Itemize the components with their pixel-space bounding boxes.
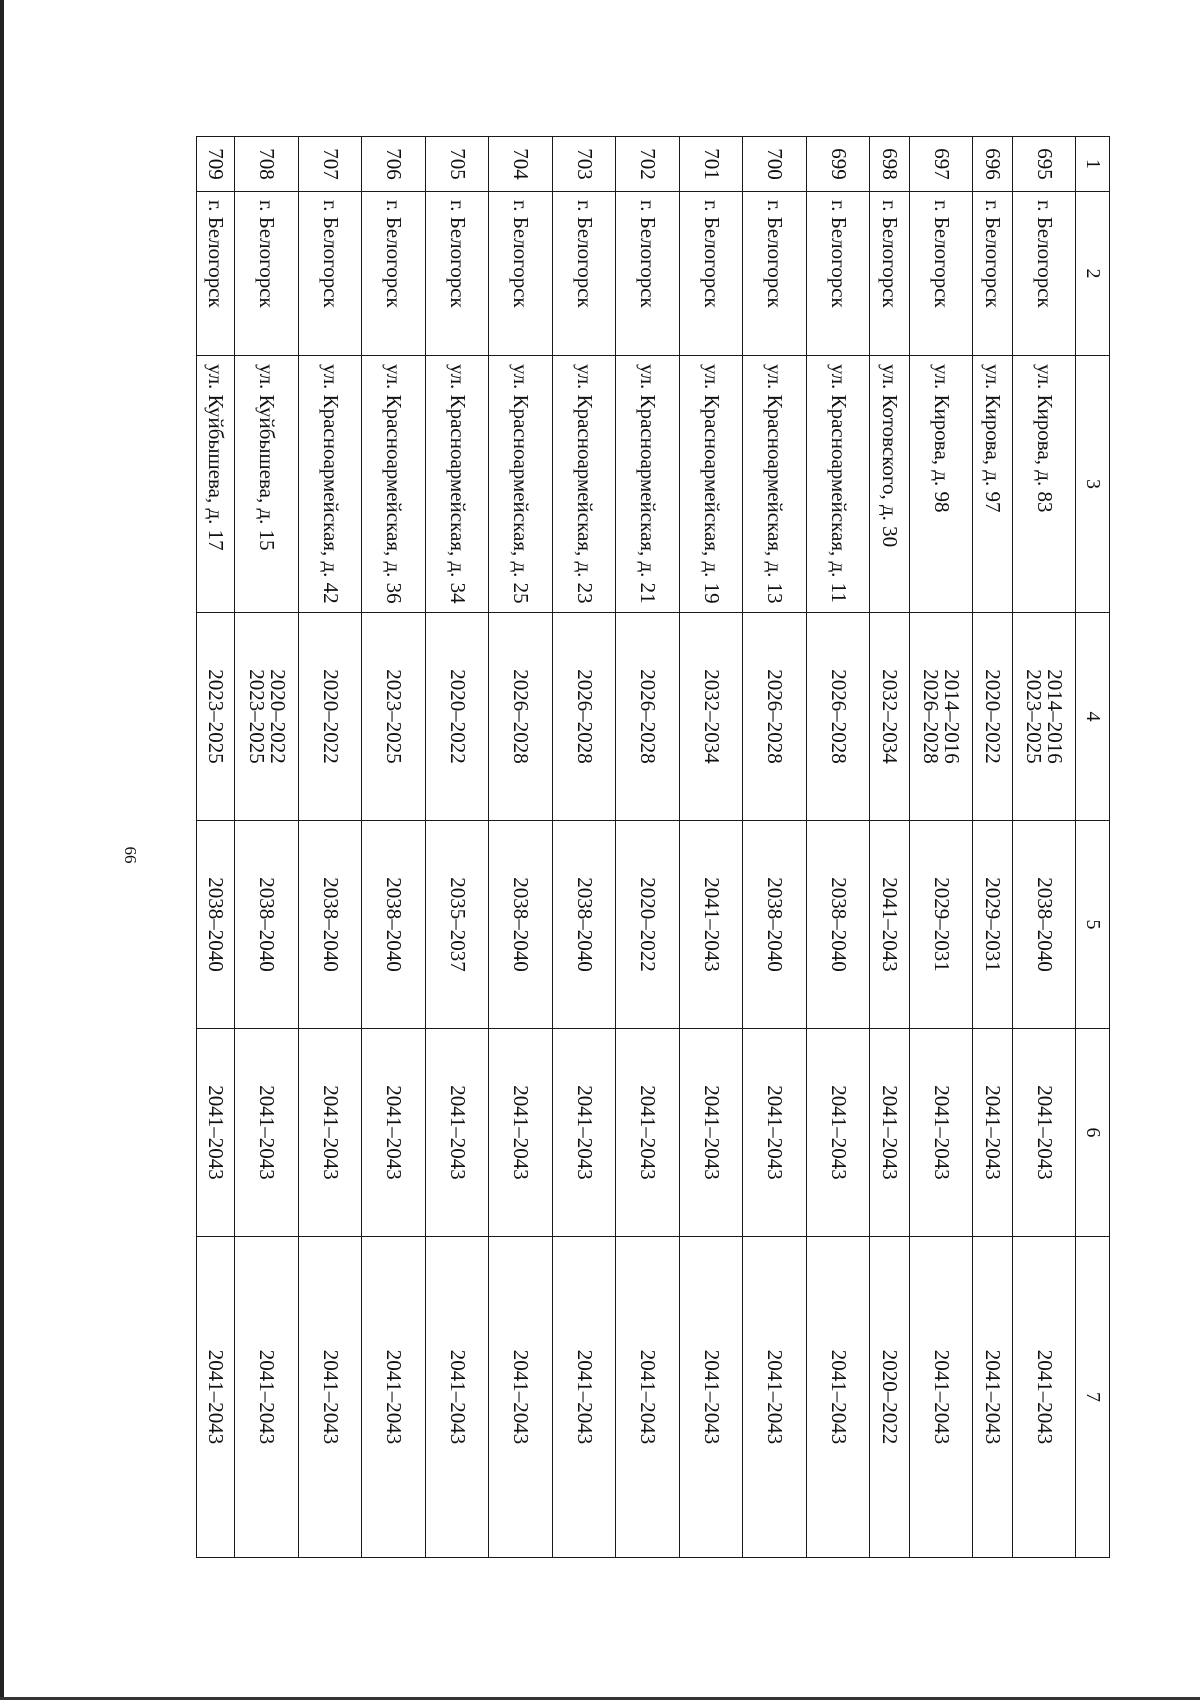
row-col7-period: 2041–2043 — [197, 1237, 235, 1558]
row-col7-period: 2041–2043 — [552, 1237, 615, 1558]
row-city: г. Белогорск — [425, 192, 488, 356]
row-address: ул. Красноармейская, д. 21 — [616, 356, 679, 613]
row-col5-period: 2038–2040 — [235, 821, 298, 1029]
row-col6-period: 2041–2043 — [552, 1029, 615, 1237]
period-line: 2020–2022 — [266, 669, 291, 764]
table-row — [806, 137, 869, 1558]
row-col7-period: 2020–2022 — [870, 1237, 909, 1558]
row-col7-period: 2041–2043 — [1012, 1237, 1075, 1558]
row-city: г. Белогорск — [679, 192, 742, 356]
header-cell-1: 1 — [1076, 137, 1110, 192]
row-col4-periods — [235, 613, 298, 821]
period-line: 2023–2025 — [382, 669, 407, 764]
row-number: 695 — [1012, 137, 1075, 192]
row-col7-period: 2041–2043 — [362, 1237, 425, 1558]
row-city: г. Белогорск — [743, 192, 806, 356]
row-col6-period: 2041–2043 — [743, 1029, 806, 1237]
row-col7-period: 2041–2043 — [806, 1237, 869, 1558]
period-line: 2014–2016 — [940, 669, 965, 764]
row-address: ул. Красноармейская, д. 11 — [806, 356, 869, 613]
header-cell-4: 4 — [1076, 613, 1110, 821]
row-col4-periods — [489, 613, 552, 821]
row-address: ул. Красноармейская, д. 34 — [425, 356, 488, 613]
period-line: 2026–2028 — [509, 669, 534, 764]
schedule-table — [196, 136, 1110, 1558]
row-address: ул. Кирова, д. 98 — [909, 356, 972, 613]
period-line: 2020–2022 — [981, 669, 1006, 764]
row-number: 696 — [973, 137, 1012, 192]
row-col4-periods — [362, 613, 425, 821]
row-number: 701 — [679, 137, 742, 192]
period-line: 2023–2025 — [244, 669, 269, 764]
period-line: 2032–2034 — [878, 669, 903, 764]
row-city: г. Белогорск — [909, 192, 972, 356]
row-col4-periods — [743, 613, 806, 821]
row-col7-period: 2041–2043 — [616, 1237, 679, 1558]
row-col6-period: 2041–2043 — [679, 1029, 742, 1237]
row-col5-period: 2041–2043 — [679, 821, 742, 1029]
row-col7-period: 2041–2043 — [743, 1237, 806, 1558]
table-row — [679, 137, 742, 1558]
row-col4-periods — [909, 613, 972, 821]
header-cell-2: 2 — [1076, 192, 1110, 356]
row-col6-period: 2041–2043 — [298, 1029, 361, 1237]
row-address: ул. Красноармейская, д. 23 — [552, 356, 615, 613]
row-col4-periods — [679, 613, 742, 821]
period-line: 2014–2016 — [1043, 669, 1068, 764]
row-address: ул. Красноармейская, д. 25 — [489, 356, 552, 613]
table-row — [909, 137, 972, 1558]
row-col7-period: 2041–2043 — [679, 1237, 742, 1558]
period-line: 2023–2025 — [1021, 669, 1046, 764]
row-city: г. Белогорск — [235, 192, 298, 356]
row-number: 699 — [806, 137, 869, 192]
table-row — [1012, 137, 1075, 1558]
page-number: 66 — [121, 846, 140, 864]
row-number: 700 — [743, 137, 806, 192]
row-col6-period: 2041–2043 — [909, 1029, 972, 1237]
row-col5-period: 2038–2040 — [806, 821, 869, 1029]
row-number: 707 — [298, 137, 361, 192]
row-col4-periods — [425, 613, 488, 821]
row-number: 704 — [489, 137, 552, 192]
row-city: г. Белогорск — [489, 192, 552, 356]
row-number: 697 — [909, 137, 972, 192]
table-row — [552, 137, 615, 1558]
header-cell-7: 7 — [1076, 1237, 1110, 1558]
row-col4-periods — [1012, 613, 1075, 821]
table-row — [973, 137, 1012, 1558]
row-col6-period: 2041–2043 — [870, 1029, 909, 1237]
table-row — [616, 137, 679, 1558]
table-row — [870, 137, 909, 1558]
row-col5-period: 2020–2022 — [616, 821, 679, 1029]
period-line: 2026–2028 — [572, 669, 597, 764]
table-header-row — [1076, 137, 1110, 1558]
period-line: 2032–2034 — [699, 669, 724, 764]
period-line: 2023–2025 — [204, 669, 229, 764]
row-col6-period: 2041–2043 — [489, 1029, 552, 1237]
row-col7-period: 2041–2043 — [489, 1237, 552, 1558]
row-city: г. Белогорск — [616, 192, 679, 356]
row-col7-period: 2041–2043 — [298, 1237, 361, 1558]
table-row — [298, 137, 361, 1558]
row-city: г. Белогорск — [197, 192, 235, 356]
period-line: 2026–2028 — [918, 669, 943, 764]
row-col5-period: 2038–2040 — [489, 821, 552, 1029]
row-col5-period: 2038–2040 — [743, 821, 806, 1029]
row-number: 698 — [870, 137, 909, 192]
row-col6-period: 2041–2043 — [425, 1029, 488, 1237]
row-city: г. Белогорск — [870, 192, 909, 356]
row-col6-period: 2041–2043 — [616, 1029, 679, 1237]
row-address: ул. Красноармейская, д. 36 — [362, 356, 425, 613]
header-cell-5: 5 — [1076, 821, 1110, 1029]
table-row — [489, 137, 552, 1558]
row-address: ул. Кирова, д. 83 — [1012, 356, 1075, 613]
row-col5-period: 2038–2040 — [1012, 821, 1075, 1029]
row-col5-period: 2041–2043 — [870, 821, 909, 1029]
row-address: ул. Кирова, д. 97 — [973, 356, 1012, 613]
row-number: 705 — [425, 137, 488, 192]
row-col6-period: 2041–2043 — [973, 1029, 1012, 1237]
row-col5-period: 2035–2037 — [425, 821, 488, 1029]
row-col7-period: 2041–2043 — [425, 1237, 488, 1558]
row-number: 703 — [552, 137, 615, 192]
row-col5-period: 2038–2040 — [362, 821, 425, 1029]
table-row — [362, 137, 425, 1558]
row-col6-period: 2041–2043 — [197, 1029, 235, 1237]
row-address: ул. Котовского, д. 30 — [870, 356, 909, 613]
row-col7-period: 2041–2043 — [973, 1237, 1012, 1558]
row-col4-periods — [806, 613, 869, 821]
period-line: 2026–2028 — [636, 669, 661, 764]
header-cell-6: 6 — [1076, 1029, 1110, 1237]
row-number: 702 — [616, 137, 679, 192]
row-city: г. Белогорск — [552, 192, 615, 356]
row-city: г. Белогорск — [806, 192, 869, 356]
row-city: г. Белогорск — [362, 192, 425, 356]
row-number: 708 — [235, 137, 298, 192]
row-city: г. Белогорск — [973, 192, 1012, 356]
table-row — [235, 137, 298, 1558]
row-number: 709 — [197, 137, 235, 192]
row-col6-period: 2041–2043 — [1012, 1029, 1075, 1237]
row-city: г. Белогорск — [298, 192, 361, 356]
rotated-table-container — [196, 136, 1110, 1557]
row-address: ул. Куйбышева, д. 17 — [197, 356, 235, 613]
row-col5-period: 2029–2031 — [973, 821, 1012, 1029]
period-line: 2020–2022 — [445, 669, 470, 764]
row-col7-period: 2041–2043 — [909, 1237, 972, 1558]
row-city: г. Белогорск — [1012, 192, 1075, 356]
table-frame — [196, 136, 1110, 1557]
row-col4-periods — [552, 613, 615, 821]
row-col4-periods — [616, 613, 679, 821]
row-col4-periods — [870, 613, 909, 821]
period-line: 2026–2028 — [826, 669, 851, 764]
row-col4-periods — [197, 613, 235, 821]
row-address: ул. Красноармейская, д. 19 — [679, 356, 742, 613]
row-address: ул. Куйбышева, д. 15 — [235, 356, 298, 613]
header-cell-3: 3 — [1076, 356, 1110, 613]
row-number: 706 — [362, 137, 425, 192]
row-col4-periods — [298, 613, 361, 821]
scan-edge-left — [0, 0, 4, 1700]
row-address: ул. Красноармейская, д. 42 — [298, 356, 361, 613]
row-col6-period: 2041–2043 — [235, 1029, 298, 1237]
period-line: 2026–2028 — [763, 669, 788, 764]
table-row — [743, 137, 806, 1558]
row-col5-period: 2029–2031 — [909, 821, 972, 1029]
period-line: 2020–2022 — [318, 669, 343, 764]
row-col5-period: 2038–2040 — [298, 821, 361, 1029]
row-col5-period: 2038–2040 — [552, 821, 615, 1029]
row-col5-period: 2038–2040 — [197, 821, 235, 1029]
row-col4-periods — [973, 613, 1012, 821]
table-row — [197, 137, 235, 1558]
row-address: ул. Красноармейская, д. 13 — [743, 356, 806, 613]
row-col6-period: 2041–2043 — [806, 1029, 869, 1237]
row-col7-period: 2041–2043 — [235, 1237, 298, 1558]
row-col6-period: 2041–2043 — [362, 1029, 425, 1237]
table-row — [425, 137, 488, 1558]
